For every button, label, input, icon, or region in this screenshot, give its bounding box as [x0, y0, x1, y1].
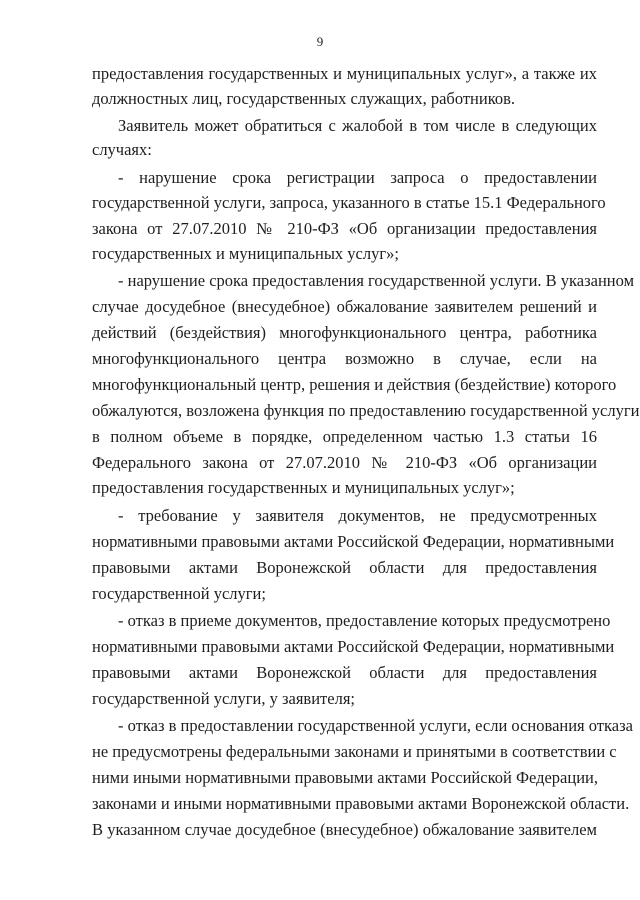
text-line: ними иными нормативными правовыми актами Российской Федерации,	[92, 768, 598, 787]
text-line: в полном объеме в порядке, определенном частью 1.3 статьи 16	[92, 427, 597, 446]
text-line: закона от 27.07.2010 № 210-ФЗ «Об организации предоставления	[92, 219, 597, 238]
text-line: государственной услуги;	[92, 584, 266, 603]
text-line: Федерального закона от 27.07.2010 № 210-ФЗ «Об организации	[92, 453, 597, 472]
text-line: - нарушение срока регистрации запроса о предоставлении	[118, 168, 597, 187]
text-line: - требование у заявителя документов, не предусмотренных	[118, 506, 597, 525]
text-line: предоставления государственных и муниципальных услуг», а также их	[92, 64, 597, 83]
text-line: законами и иными нормативными правовыми актами Воронежской области.	[92, 794, 630, 813]
text-line: не предусмотрены федеральными законами и принятыми в соответствии с	[92, 742, 617, 761]
text-line: случае досудебное (внесудебное) обжалование заявителем решений и	[92, 297, 597, 316]
text-line: - нарушение срока предоставления государственной услуги. В указанном	[118, 271, 635, 290]
page-number: 9	[316, 34, 324, 49]
text-line: В указанном случае досудебное (внесудебное) обжалование заявителем	[92, 820, 597, 839]
text-line: случаях:	[92, 140, 152, 159]
text-line: - отказ в приеме документов, предоставление которых предусмотрено	[118, 611, 611, 630]
text-line: нормативными правовыми актами Российской Федерации, нормативными	[92, 532, 615, 551]
text-line: Заявитель может обратиться с жалобой в том числе в следующих	[118, 116, 597, 135]
text-line: правовыми актами Воронежской области для предоставления	[92, 663, 597, 682]
text-line: многофункционального центра возможно в случае, если на	[92, 349, 597, 368]
text-line: предоставления государственных и муниципальных услуг»;	[92, 478, 515, 497]
text-line: многофункциональный центр, решения и действия (бездействие) которого	[92, 375, 617, 394]
text-line: государственных и муниципальных услуг»;	[92, 244, 399, 263]
text-line: действий (бездействия) многофункционального центра, работника	[92, 323, 597, 342]
text-line: должностных лиц, государственных служащих, работников.	[92, 89, 516, 108]
text-line: правовыми актами Воронежской области для предоставления	[92, 558, 597, 577]
text-line: - отказ в предоставлении государственной услуги, если основания отказа	[118, 716, 633, 735]
text-line: нормативными правовыми актами Российской Федерации, нормативными	[92, 637, 615, 656]
text-line: государственной услуги, у заявителя;	[92, 689, 355, 708]
text-line: государственной услуги, запроса, указанного в статье 15.1 Федерального	[92, 193, 606, 212]
text-line: обжалуются, возложена функция по предоставлению государственной услуги	[92, 401, 640, 420]
